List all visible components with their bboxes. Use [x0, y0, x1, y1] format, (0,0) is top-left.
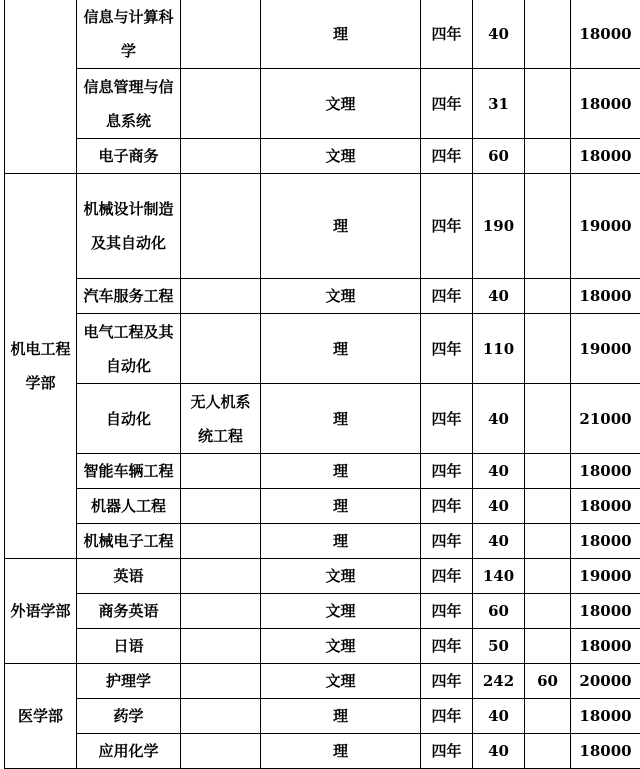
fee-cell: 18000: [571, 734, 640, 769]
category-cell: 理: [261, 699, 421, 734]
direction-cell: [181, 664, 261, 699]
fee-cell: 19000: [571, 174, 640, 279]
category-cell: 理: [261, 734, 421, 769]
category-cell: 理: [261, 314, 421, 384]
plan-cell: 110: [473, 314, 525, 384]
direction-cell: [181, 0, 261, 69]
department-cell: 外语学部: [5, 559, 77, 664]
duration-cell: 四年: [421, 139, 473, 174]
direction-cell: [181, 454, 261, 489]
direction-cell: 无人机系统工程: [181, 384, 261, 454]
major-cell: 应用化学: [77, 734, 181, 769]
category-cell: 文理: [261, 664, 421, 699]
table-row: [5, 0, 640, 69]
duration-cell: 四年: [421, 384, 473, 454]
table-row: [5, 489, 640, 524]
major-cell: 信息与计算科学: [77, 0, 181, 69]
plan-cell: 40: [473, 0, 525, 69]
table-row: [5, 454, 640, 489]
plan-cell: 50: [473, 629, 525, 664]
direction-cell: [181, 69, 261, 139]
fee-cell: 21000: [571, 384, 640, 454]
major-cell: 机械电子工程: [77, 524, 181, 559]
extra-cell: [525, 734, 571, 769]
fee-cell: 18000: [571, 139, 640, 174]
extra-cell: [525, 559, 571, 594]
category-cell: 理: [261, 174, 421, 279]
direction-cell: [181, 559, 261, 594]
major-cell: 信息管理与信息系统: [77, 69, 181, 139]
direction-cell: [181, 314, 261, 384]
direction-cell: [181, 524, 261, 559]
extra-cell: [525, 594, 571, 629]
plan-cell: 40: [473, 524, 525, 559]
duration-cell: 四年: [421, 664, 473, 699]
extra-cell: [525, 0, 571, 69]
direction-cell: [181, 594, 261, 629]
extra-cell: [525, 489, 571, 524]
duration-cell: 四年: [421, 559, 473, 594]
department-cell: 医学部: [5, 664, 77, 769]
major-cell: 自动化: [77, 384, 181, 454]
plan-cell: 140: [473, 559, 525, 594]
extra-cell: [525, 314, 571, 384]
table-row: [5, 314, 640, 384]
major-cell: 药学: [77, 699, 181, 734]
duration-cell: 四年: [421, 699, 473, 734]
table-row: [5, 559, 640, 594]
major-cell: 护理学: [77, 664, 181, 699]
major-cell: 电子商务: [77, 139, 181, 174]
category-cell: 理: [261, 0, 421, 69]
direction-cell: [181, 174, 261, 279]
direction-cell: [181, 734, 261, 769]
table-row: [5, 594, 640, 629]
extra-cell: [525, 139, 571, 174]
table-row: [5, 384, 640, 454]
enrollment-table: [4, 0, 640, 769]
fee-cell: 18000: [571, 629, 640, 664]
table-row: [5, 69, 640, 139]
duration-cell: 四年: [421, 0, 473, 69]
major-cell: 汽车服务工程: [77, 279, 181, 314]
direction-cell: [181, 699, 261, 734]
fee-cell: 18000: [571, 69, 640, 139]
duration-cell: 四年: [421, 174, 473, 279]
category-cell: 理: [261, 384, 421, 454]
extra-cell: 60: [525, 664, 571, 699]
category-cell: 文理: [261, 279, 421, 314]
table-row: [5, 139, 640, 174]
extra-cell: [525, 524, 571, 559]
plan-cell: 242: [473, 664, 525, 699]
major-cell: 商务英语: [77, 594, 181, 629]
direction-cell: [181, 279, 261, 314]
extra-cell: [525, 69, 571, 139]
category-cell: 理: [261, 454, 421, 489]
duration-cell: 四年: [421, 454, 473, 489]
category-cell: 文理: [261, 629, 421, 664]
plan-cell: 31: [473, 69, 525, 139]
fee-cell: 18000: [571, 489, 640, 524]
fee-cell: 19000: [571, 559, 640, 594]
table-row: [5, 664, 640, 699]
table-row: [5, 524, 640, 559]
extra-cell: [525, 384, 571, 454]
category-cell: 理: [261, 489, 421, 524]
major-cell: 日语: [77, 629, 181, 664]
direction-cell: [181, 489, 261, 524]
plan-cell: 40: [473, 734, 525, 769]
category-cell: 文理: [261, 139, 421, 174]
duration-cell: 四年: [421, 69, 473, 139]
category-cell: 文理: [261, 559, 421, 594]
table-row: [5, 699, 640, 734]
table-row: [5, 279, 640, 314]
plan-cell: 190: [473, 174, 525, 279]
plan-cell: 60: [473, 594, 525, 629]
duration-cell: 四年: [421, 314, 473, 384]
duration-cell: 四年: [421, 629, 473, 664]
category-cell: 文理: [261, 594, 421, 629]
duration-cell: 四年: [421, 489, 473, 524]
plan-cell: 40: [473, 279, 525, 314]
fee-cell: 18000: [571, 699, 640, 734]
fee-cell: 18000: [571, 279, 640, 314]
direction-cell: [181, 629, 261, 664]
fee-cell: 19000: [571, 314, 640, 384]
major-cell: 机器人工程: [77, 489, 181, 524]
fee-cell: 18000: [571, 594, 640, 629]
fee-cell: 18000: [571, 454, 640, 489]
duration-cell: 四年: [421, 734, 473, 769]
plan-cell: 40: [473, 384, 525, 454]
fee-cell: 18000: [571, 524, 640, 559]
duration-cell: 四年: [421, 279, 473, 314]
major-cell: 机械设计制造及其自动化: [77, 174, 181, 279]
plan-cell: 40: [473, 699, 525, 734]
extra-cell: [525, 174, 571, 279]
plan-cell: 60: [473, 139, 525, 174]
table-row: [5, 629, 640, 664]
duration-cell: 四年: [421, 524, 473, 559]
plan-cell: 40: [473, 454, 525, 489]
category-cell: 理: [261, 524, 421, 559]
major-cell: 智能车辆工程: [77, 454, 181, 489]
table-row: [5, 734, 640, 769]
fee-cell: 20000: [571, 664, 640, 699]
duration-cell: 四年: [421, 594, 473, 629]
extra-cell: [525, 279, 571, 314]
table-row: [5, 174, 640, 279]
department-cell: 机电工程学部: [5, 174, 77, 559]
extra-cell: [525, 454, 571, 489]
department-cell: [5, 0, 77, 174]
major-cell: 电气工程及其自动化: [77, 314, 181, 384]
extra-cell: [525, 629, 571, 664]
extra-cell: [525, 699, 571, 734]
plan-cell: 40: [473, 489, 525, 524]
category-cell: 文理: [261, 69, 421, 139]
major-cell: 英语: [77, 559, 181, 594]
direction-cell: [181, 139, 261, 174]
fee-cell: 18000: [571, 0, 640, 69]
